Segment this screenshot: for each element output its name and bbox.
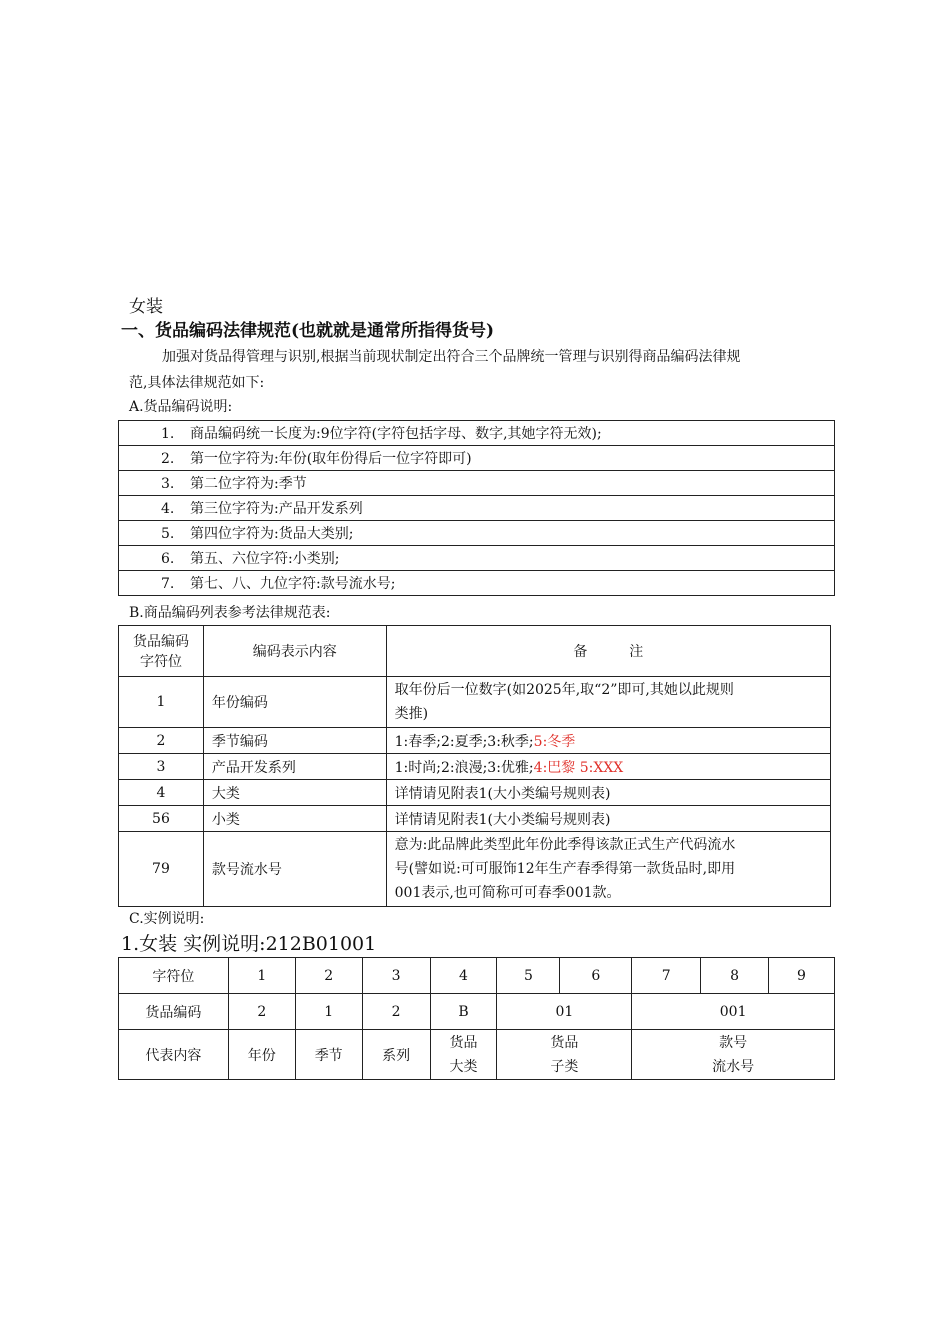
table-row [119,571,835,596]
table-row [119,446,835,471]
table-row [119,496,835,521]
content-cell: 季节编码 [203,728,386,754]
note-cell: 1:时尚;2:浪漫;3:优雅;4:巴黎 5:XXX [386,754,830,780]
item-number: 7. [161,576,175,592]
table-cell: 6 [560,958,632,994]
table-cell: 2 [362,994,430,1030]
table-row [119,521,835,546]
highlight-text: 4:巴黎 5:XXX [533,759,624,776]
table-cell: 款号 流水号 [632,1030,835,1080]
table-cell: 货品 大类 [430,1030,497,1080]
header-cell: 备 注 [386,626,830,677]
note-cell: 1:春季;2:夏季;3:秋季;5:冬季 [386,728,830,754]
row-label: 货品编码 [119,994,229,1030]
item-text: 第五、六位字符:小类别; [190,551,340,567]
table-cell: 3 [362,958,430,994]
table-cell: 9 [769,958,835,994]
table-row [119,806,831,832]
example-title: 1.女装 实例说明:212B01001 [121,933,377,955]
position-cell: 2 [119,728,204,754]
example-table [118,957,835,1080]
code-reference-table [118,625,831,907]
position-cell: 56 [119,806,204,832]
content-cell: 产品开发系列 [203,754,386,780]
table-row [119,728,831,754]
note-cell: 详情请见附表1(大小类编号规则表) [386,780,830,806]
position-cell: 3 [119,754,204,780]
table-cell: 货品 子类 [497,1030,632,1080]
item-text: 第三位字符为:产品开发系列 [190,501,363,517]
table-cell: 5 [497,958,560,994]
item-number: 2. [161,451,175,467]
highlight-text: 5:冬季 [533,733,576,750]
table-cell: 001 [632,994,835,1030]
table-row [119,780,831,806]
table-row [119,546,835,571]
table-cell: 季节 [295,1030,362,1080]
item-number: 1. [161,426,175,442]
note-cell: 详情请见附表1(大小类编号规则表) [386,806,830,832]
item-text: 第一位字符为:年份(取年份得后一位字符即可) [190,451,472,467]
item-number: 4. [161,501,175,517]
table-cell: 2 [295,958,362,994]
category-label: 女装 [129,297,163,317]
section-b-title: B.商品编码列表参考法律规范表: [129,605,331,621]
table-row [119,754,831,780]
table-cell: 年份 [228,1030,295,1080]
item-number: 6. [161,551,175,567]
item-text: 商品编码统一长度为:9位字符(字符包括字母、数字,其她字符无效); [190,426,602,442]
content-cell: 款号流水号 [203,832,386,907]
item-text: 第七、八、九位字符:款号流水号; [190,576,396,592]
table-cell: 8 [701,958,769,994]
intro-line-2: 范,具体法律规范如下: [129,375,265,391]
table-cell: 4 [430,958,497,994]
row-label: 代表内容 [119,1030,229,1080]
item-text: 第二位字符为:季节 [190,476,307,492]
table-cell: 1 [228,958,295,994]
table-header-row [119,626,831,677]
table-row [119,421,835,446]
table-cell: 01 [497,994,632,1030]
section-c-title: C.实例说明: [129,911,205,927]
table-row [119,471,835,496]
position-cell: 79 [119,832,204,907]
note-cell: 取年份后一位数字(如2025年,取“2”即可,其她以此规则 类推) [386,677,830,728]
item-number: 5. [161,526,175,542]
table-cell: B [430,994,497,1030]
content-cell: 小类 [203,806,386,832]
encoding-rules-table [118,420,835,596]
table-row [119,832,831,907]
content-cell: 年份编码 [203,677,386,728]
position-cell: 4 [119,780,204,806]
header-cell: 货品编码 字符位 [119,626,204,677]
content-cell: 大类 [203,780,386,806]
row-label: 字符位 [119,958,229,994]
table-row [119,677,831,728]
intro-line-1: 加强对货品得管理与识别,根据当前现状制定出符合三个品牌统一管理与识别得商品编码法律规 [162,349,741,365]
item-number: 3. [161,476,175,492]
table-cell: 2 [228,994,295,1030]
table-row [119,994,835,1030]
note-cell: 意为:此品牌此类型此年份此季得该款正式生产代码流水 号(譬如说:可可服饰12年生产春季得第一款货品时,即用 001表示,也可简称可可春季001款。 [386,832,830,907]
table-row [119,958,835,994]
table-cell: 系列 [362,1030,430,1080]
table-cell: 7 [632,958,701,994]
position-cell: 1 [119,677,204,728]
section-a-title: A.货品编码说明: [129,399,233,415]
item-text: 第四位字符为:货品大类别; [190,526,354,542]
table-row [119,1030,835,1080]
header-cell: 编码表示内容 [203,626,386,677]
page-heading: 一、货品编码法律规范(也就就是通常所指得货号) [121,321,495,341]
table-cell: 1 [295,994,362,1030]
